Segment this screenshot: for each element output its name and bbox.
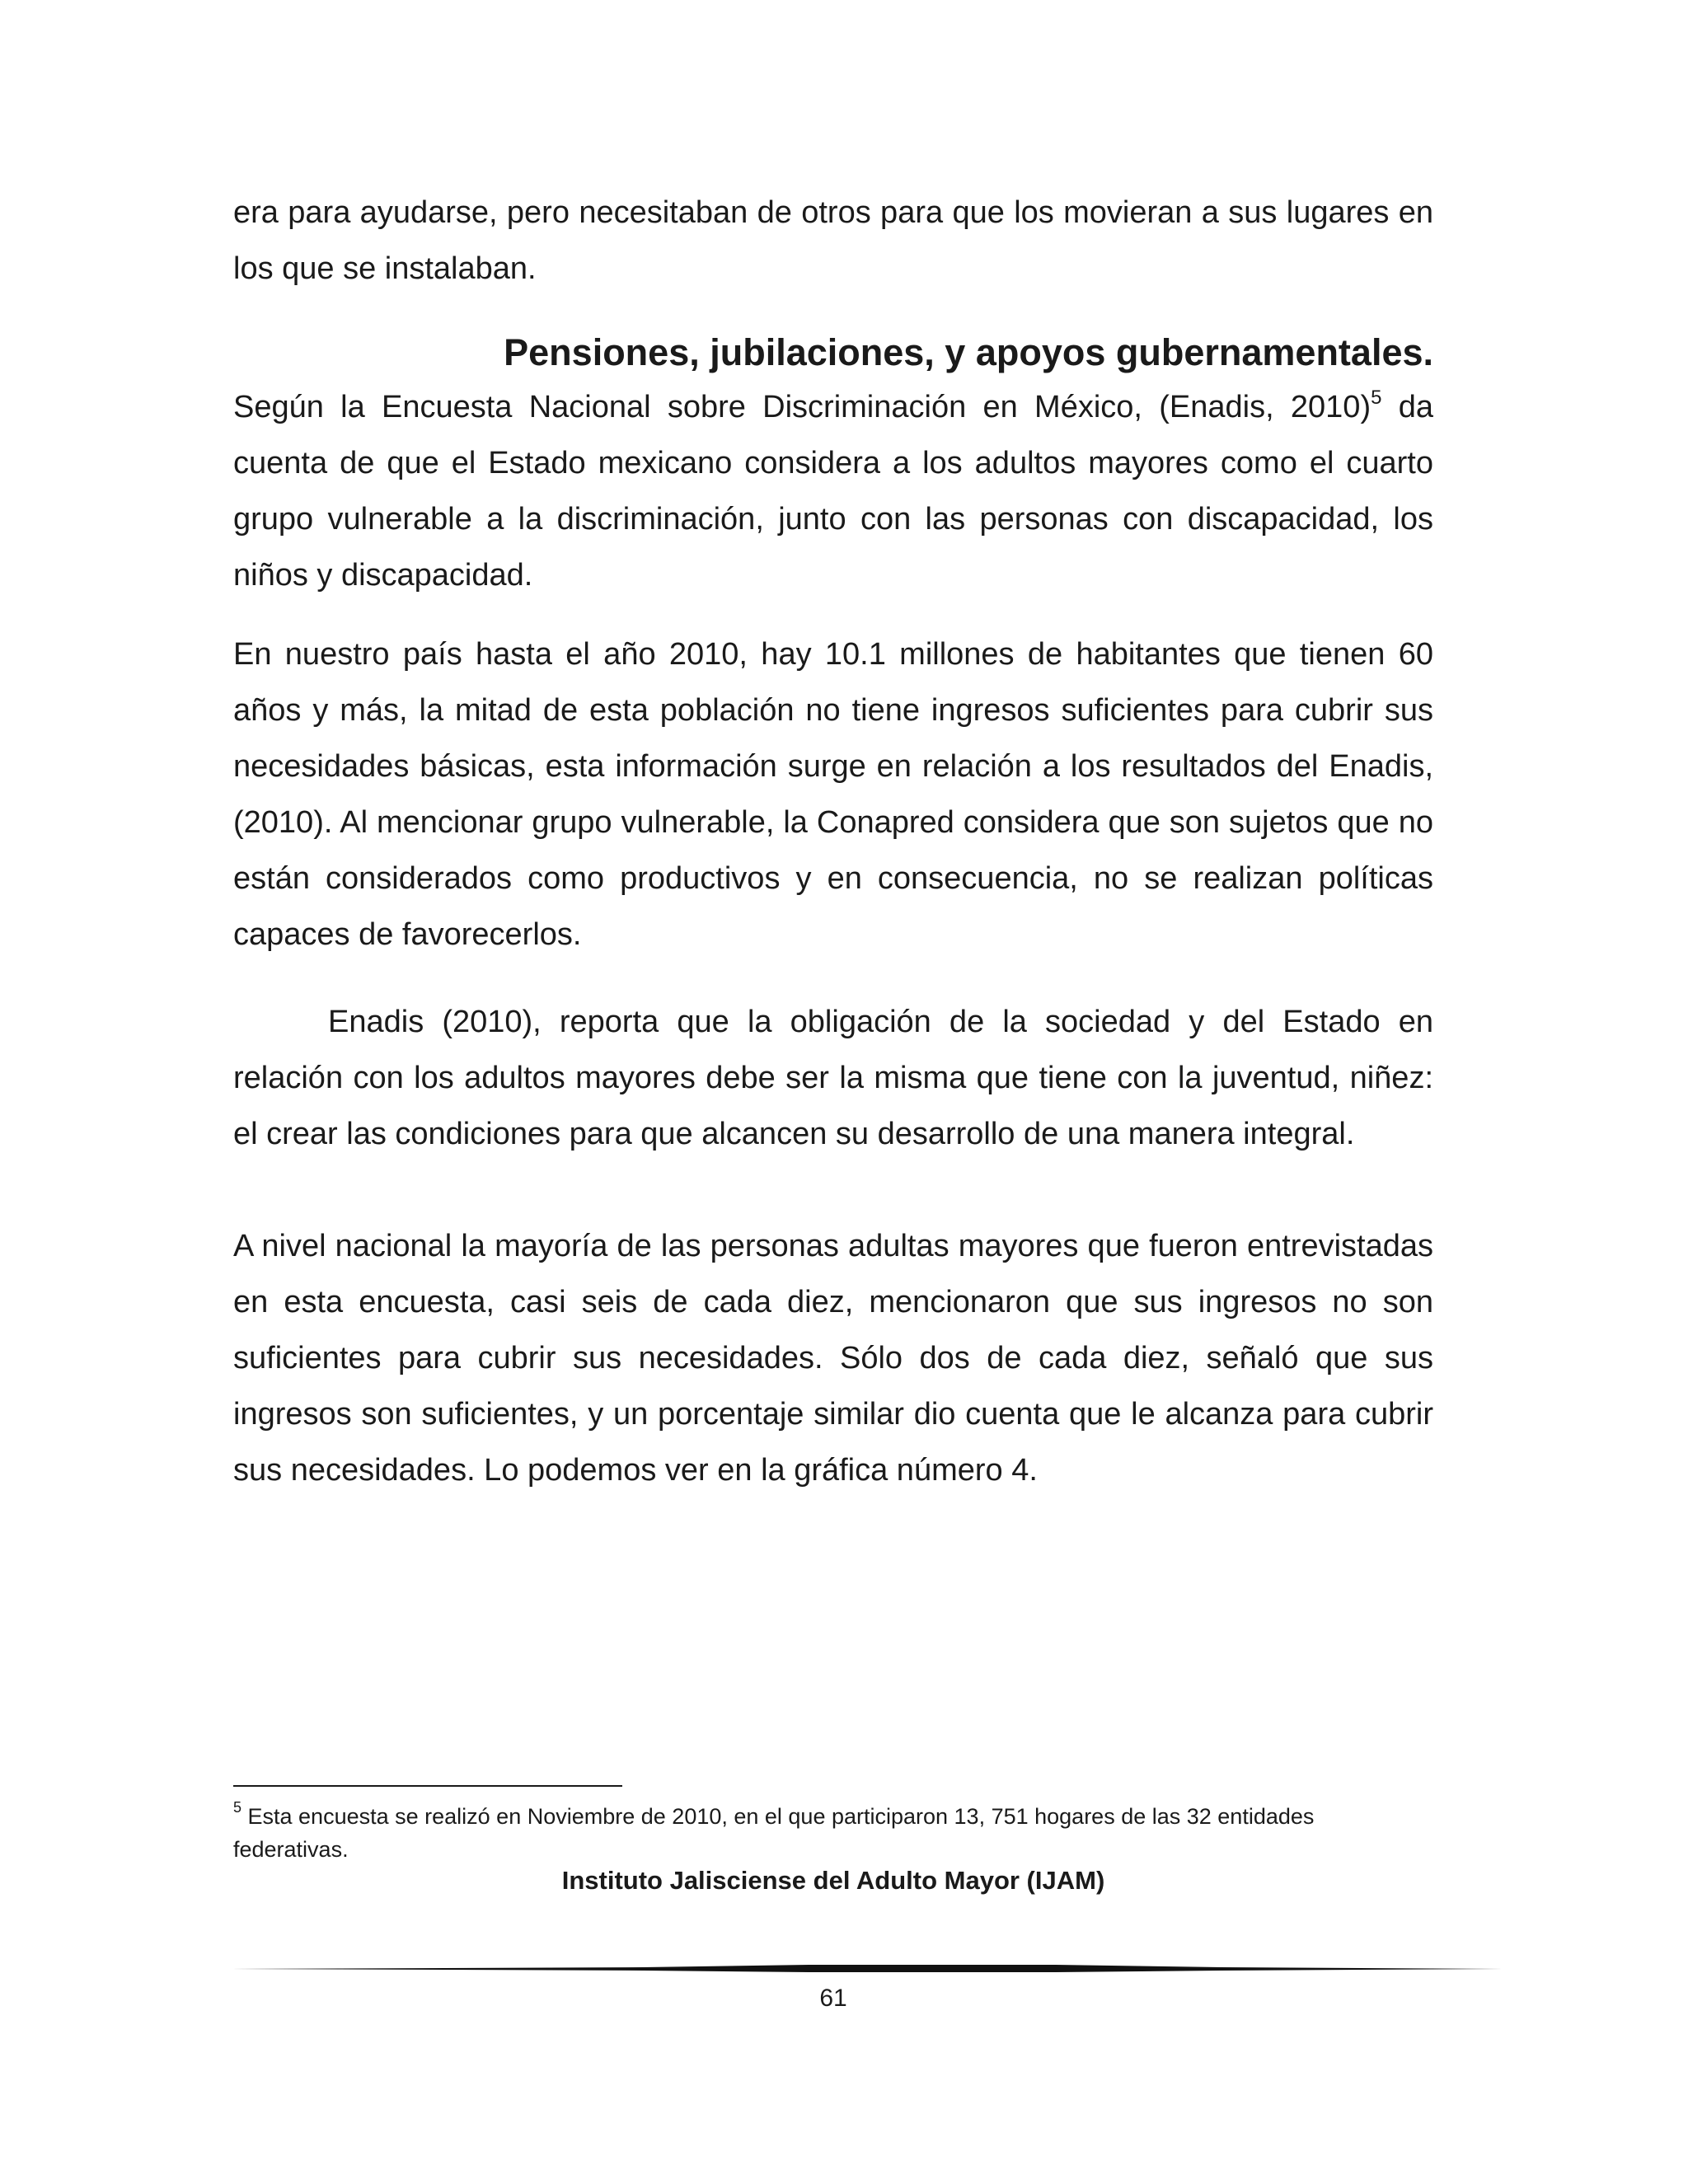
- paragraph-3: Enadis (2010), reporta que la obligación de la sociedad y del Estado en relación con los adultos mayores debe ser la misma que tiene con la juventud, niñez: el crear las condiciones para que alcancen su desarrollo de una manera integral.: [233, 1005, 1433, 1151]
- footnote-number: 5: [233, 1799, 242, 1816]
- intro-text: era para ayudarse, pero necesitaban de otros para que los movieran a sus lugares en los que se instalaban.: [233, 195, 1433, 286]
- paragraph-4: A nivel nacional la mayoría de las personas adultas mayores que fueron entrevistadas en esta encuesta, casi seis de cada diez, mencionaron que sus ingresos no son suficientes para cubrir sus necesidades. Sólo dos de cada diez, señaló que sus ingresos son suficientes, y un porcentaje similar dio cuenta que le alcanza para cubrir sus necesidades. Lo podemos ver en la gráfica número 4.: [233, 1229, 1433, 1488]
- intro-paragraph: [233, 185, 1433, 297]
- paragraph-obligation: [233, 994, 1433, 1162]
- footnote-separator: [233, 1785, 622, 1787]
- paragraph-1-text-start: Según la Encuesta Nacional sobre Discriminación en México, (Enadis, 2010): [233, 390, 1372, 424]
- paragraph-population: [233, 626, 1433, 963]
- footer-rule: [232, 1960, 1503, 1978]
- footer-rule-shape: [232, 1965, 1503, 1972]
- footnote: [233, 1800, 1433, 1866]
- paragraph-income: [233, 1218, 1433, 1498]
- paragraph-1: [233, 379, 1433, 603]
- paragraph-2: En nuestro país hasta el año 2010, hay 10.1 millones de habitantes que tienen 60 años y más, la mitad de esta población no tiene ingresos suficientes para cubrir sus necesidades básicas, esta información surge en relación a los resultados del Enadis, (2010). Al mencionar grupo vulnerable, la Conapred considera que son sujetos que no están considerados como productivos y en consecuencia, no se realizan políticas capaces de favorecerlos.: [233, 637, 1433, 952]
- footnote-reference[interactable]: 5: [1371, 387, 1382, 410]
- page-number: 61: [819, 1985, 847, 2012]
- paragraph-1-text-end: da cuenta de que el Estado mexicano considera a los adultos mayores como el cuarto grupo vulnerable a la discriminación, junto con las personas con discapacidad, los niños y discapacidad.: [233, 390, 1434, 593]
- institute-name: Instituto Jalisciense del Adulto Mayor (IJAM): [561, 1866, 1105, 1895]
- paragraph-enadis-vulnerable: [233, 379, 1433, 603]
- footnote-text: Esta encuesta se realizó en Noviembre de 2010, en el que participaron 13, 751 hogares de las 32 entidades federativas.: [233, 1804, 1315, 1862]
- section-heading: Pensiones, jubilaciones, y apoyos gubernamentales.: [504, 331, 1433, 373]
